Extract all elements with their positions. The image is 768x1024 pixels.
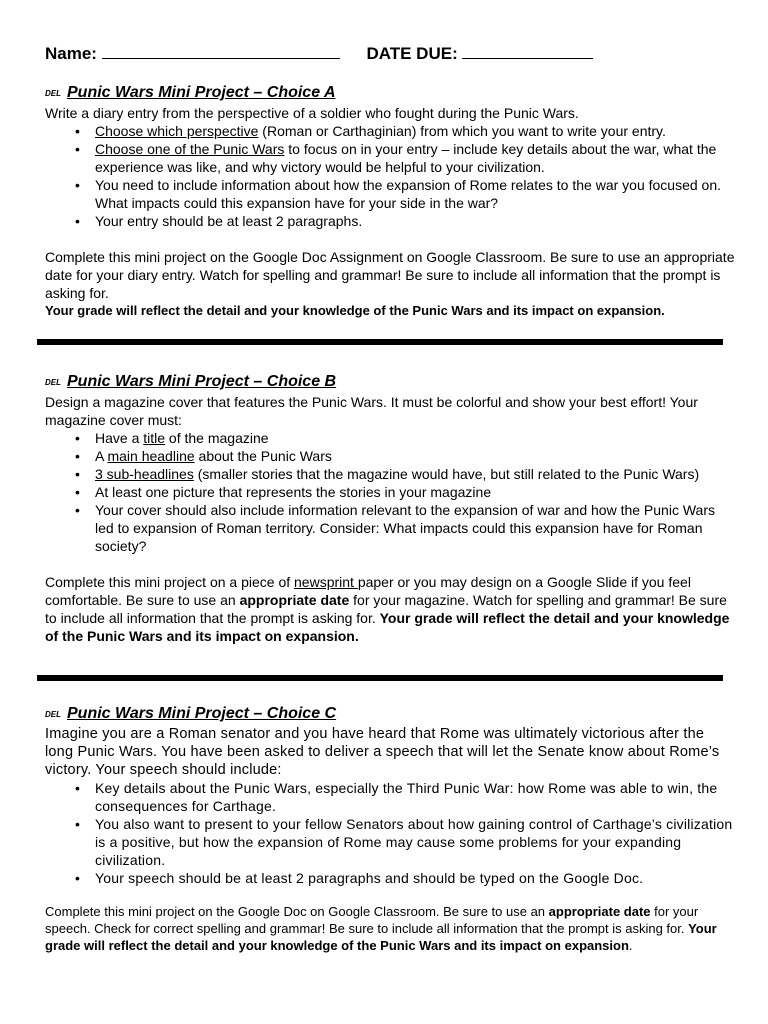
list-item xyxy=(95,176,735,212)
choice-c-intro: Imagine you are a Roman senator and you have heard that Rome was ultimately victorious after the long Punic Wars. You have been asked to deliver a speech that will let the Senate know about Rome’s victory. Your speech should include: xyxy=(45,726,720,778)
list-item xyxy=(95,122,735,140)
choice-c-title: Punic Wars Mini Project – Choice C xyxy=(67,705,337,722)
choice-a-b3-text: You need to include information about how the expansion of Rome relates to the war you focused on. What impacts could this expansion have for your side in the war? xyxy=(95,177,722,211)
header xyxy=(45,44,735,64)
choice-a-b4-text: Your entry should be at least 2 paragraphs. xyxy=(95,213,363,229)
date-due-label: DATE DUE: xyxy=(366,44,458,63)
choice-b-intro: Design a magazine cover that features the Punic Wars. It must be colorful and show your best effort! Your magazine cover must: xyxy=(45,394,698,428)
choice-a-title-row xyxy=(45,83,735,104)
choice-c-complete-pre: Complete this mini project on the Google Doc on Google Classroom. Be sure to use an xyxy=(45,904,549,919)
choice-b-b2-pre: A xyxy=(95,448,108,464)
choice-a-b1-underlined: Choose which perspective xyxy=(95,123,259,139)
choice-b-complete-post: for your magazine. Watch for spelling and grammar! Be sure to include all information that the prompt is asking for. xyxy=(45,592,727,626)
choice-c-instructions xyxy=(45,903,735,954)
choice-a-section xyxy=(45,83,735,319)
choice-c-b3-text: Your speech should be at least 2 paragraphs and should be typed on the Google Doc. xyxy=(95,870,644,886)
choice-c-period: . xyxy=(628,938,633,953)
choice-a-instructions xyxy=(45,248,735,302)
choice-b-b1-pre: Have a xyxy=(95,430,144,446)
choice-b-b1-underlined: title xyxy=(143,430,166,446)
date-due-blank-line xyxy=(462,44,593,59)
choice-c-section xyxy=(45,704,735,954)
choice-c-complete-mid: for your speech. Check for correct spelling and grammar! Be sure to include all information that the prompt is asking for. xyxy=(45,904,699,936)
list-item xyxy=(95,501,735,555)
choice-c-bullets xyxy=(45,779,735,887)
choice-b-b3-text: (smaller stories that the magazine would have, but still related to the Punic Wars) xyxy=(193,466,700,482)
choice-b-b3-underlined: 3 sub-headlines xyxy=(95,466,194,482)
list-item xyxy=(95,779,735,815)
list-item xyxy=(95,140,735,176)
name-label: Name: xyxy=(45,44,97,63)
choice-b-b2-underlined: main headline xyxy=(107,448,195,464)
choice-b-title: Punic Wars Mini Project – Choice B xyxy=(67,373,337,390)
list-item xyxy=(95,815,735,869)
del-mark: DEL xyxy=(45,378,61,387)
list-item xyxy=(95,212,735,230)
choice-c-appropriate-date: appropriate date xyxy=(548,904,651,919)
choice-b-title-row xyxy=(45,372,735,393)
del-mark: DEL xyxy=(45,710,61,719)
choice-a-b2-underlined: Choose one of the Punic Wars xyxy=(95,141,285,157)
choice-a-b1-text: (Roman or Carthaginian) from which you want to write your entry. xyxy=(258,123,666,139)
choice-c-grade: Your grade will reflect the detail and your knowledge of the Punic Wars and its impact on expansion xyxy=(45,921,717,953)
section-divider xyxy=(37,675,723,681)
choice-b-instructions xyxy=(45,573,735,645)
choice-b-complete-mid: paper or you may design on a Google Slide if you feel comfortable. Be sure to use an xyxy=(45,574,691,608)
list-item xyxy=(95,465,735,483)
list-item xyxy=(95,429,735,447)
list-item xyxy=(95,483,735,501)
choice-a-b2-text: to focus on in your entry – include key details about the war, what the experience was like, and why victory would be helpful to your civilization. xyxy=(95,141,717,175)
choice-b-newsprint: newsprint xyxy=(294,574,358,590)
choice-b-b4-text: At least one picture that represents the stories in your magazine xyxy=(95,484,492,500)
choice-a-intro: Write a diary entry from the perspective of a soldier who fought during the Punic Wars. xyxy=(45,105,579,121)
choice-a-bullets xyxy=(45,122,735,230)
choice-a-title: Punic Wars Mini Project – Choice A xyxy=(67,84,336,101)
choice-b-b5-text: Your cover should also include information relevant to the expansion of war and how the Punic Wars led to expansion of Roman territory. Consider: What impacts could this expansion have for Roman society? xyxy=(95,502,715,554)
choice-b-b2-text: about the Punic Wars xyxy=(194,448,332,464)
choice-b-complete-pre: Complete this mini project on a piece of xyxy=(45,574,295,590)
del-mark: DEL xyxy=(45,89,61,98)
list-item xyxy=(95,869,735,887)
choice-b-section xyxy=(45,372,735,645)
choice-c-b2-text: You also want to present to your fellow Senators about how gaining control of Carthage’s civilization is a positive, but how the expansion of Rome may cause some problems for your expanding civilization. xyxy=(95,816,733,868)
choice-c-title-row xyxy=(45,704,735,725)
choice-b-b1-text: of the magazine xyxy=(165,430,269,446)
section-divider xyxy=(37,339,723,345)
list-item xyxy=(95,447,735,465)
choice-c-b1-text: Key details about the Punic Wars, especially the Third Punic War: how Rome was able to win, the consequences for Carthage. xyxy=(95,780,718,814)
choice-b-appropriate-date: appropriate date xyxy=(239,592,350,608)
choice-a-grade: Your grade will reflect the detail and your knowledge of the Punic Wars and its impact on expansion. xyxy=(45,303,665,318)
choice-b-bullets xyxy=(45,429,735,555)
choice-a-complete-text: Complete this mini project on the Google Doc Assignment on Google Classroom. Be sure to use an appropriate date for your diary entry. Watch for spelling and grammar! Be sure to include all information that the prompt is asking for. xyxy=(45,249,735,301)
choice-b-grade: Your grade will reflect the detail and your knowledge of the Punic Wars and its impact on expansion. xyxy=(45,610,730,644)
name-blank-line xyxy=(102,44,340,59)
